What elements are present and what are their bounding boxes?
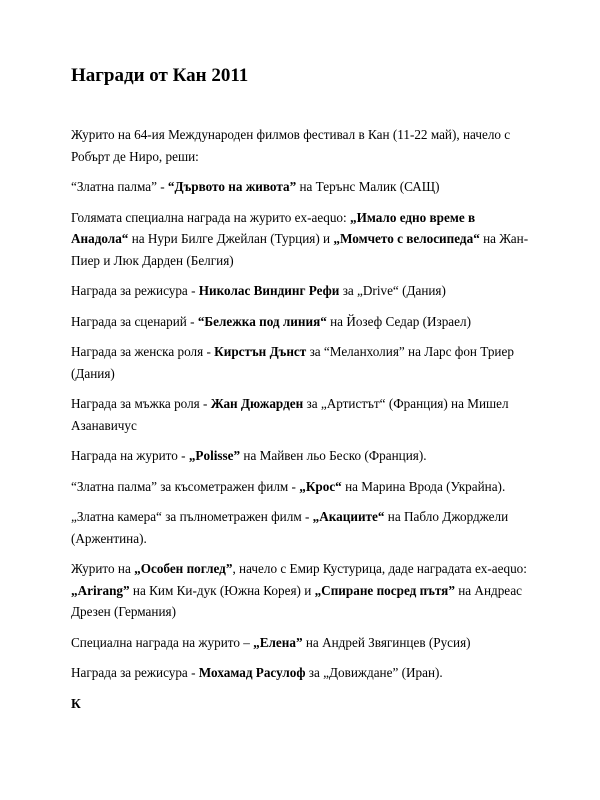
bold-text-run: Кирстън Дънст — [214, 344, 307, 359]
text-run: на Андреас Дрезен (Германия) — [71, 582, 523, 619]
best-screenplay-paragraph — [71, 311, 531, 333]
document-body — [71, 124, 531, 723]
un-certain-regard-paragraph — [71, 558, 531, 623]
text-run: за „Drive“ (Дания) — [339, 283, 446, 298]
text-run: на Йозеф Седар (Израел) — [326, 313, 471, 329]
bold-text-run: „Момчето с велосипеда“ — [333, 231, 480, 246]
bold-text-run: „Polisse” — [188, 448, 241, 463]
jury-prize-paragraph — [71, 445, 531, 467]
text-run: Награда за сценарий - — [71, 313, 198, 329]
best-actor-paragraph — [71, 393, 531, 436]
text-run: Специална награда на журито – — [71, 634, 254, 650]
bold-text-run: „Крос“ — [299, 478, 342, 494]
bold-text-run: „Особен поглед” — [134, 561, 233, 576]
intro-paragraph — [71, 124, 531, 167]
text-run: на Майвен льо Беско (Франция). — [240, 448, 427, 463]
bold-text-run: “Бележка под линия“ — [197, 313, 327, 329]
text-run: Награда на журито - — [71, 448, 189, 463]
text-run: на Пабло Джорджели (Аржентина). — [71, 509, 509, 546]
text-run: за “Меланхолия” на Ларс фон Триер (Дания) — [71, 344, 514, 381]
bold-text-run: „Спиране посред пътя” — [314, 582, 455, 598]
text-run: „Златна камера“ за пълнометражен филм - — [71, 509, 313, 524]
text-run: на Ким Ки-дук (Южна Корея) и — [129, 582, 315, 598]
text-run: Голямата специална награда на журито ex-aequo: — [71, 209, 350, 225]
bold-text-run: „Акациите“ — [312, 509, 385, 524]
short-film-palme-paragraph — [71, 476, 531, 498]
text-run: за „Артистът“ (Франция) на Мишел Азанавичус — [71, 396, 509, 433]
ucr-director-paragraph — [71, 662, 531, 684]
text-run: на Терънс Малик (САЩ) — [296, 179, 440, 194]
page-title: Награди от Кан 2011 — [71, 65, 249, 86]
text-run: Журито на 64-ия Международен филмов фестивал в Кан (11-22 май), начело с Робърт де Ниро, реши: — [71, 127, 511, 164]
text-run: на Андрей Звягинцев (Русия) — [302, 634, 471, 650]
bold-text-run: Николас Виндинг Рефи — [198, 283, 340, 298]
text-run: Награда за мъжка роля - — [71, 396, 211, 411]
text-run: “Златна палма” - — [71, 179, 168, 194]
text-run: за „Довиждане” (Иран). — [305, 665, 443, 680]
bold-text-run: „Имало едно време в Анадола“ — [71, 209, 476, 246]
bold-text-run: “Дървото на живота” — [167, 179, 297, 194]
bold-text-run: Мохамад Расулоф — [198, 665, 306, 680]
text-run: “Златна палма” за късометражен филм - — [71, 478, 300, 494]
best-director-paragraph — [71, 280, 531, 302]
palme-dor-paragraph — [71, 176, 531, 198]
text-run: , начело с Емир Кустурица, даде наградата ex-aequo: — [232, 561, 527, 576]
bold-text-run: „Елена” — [253, 634, 303, 650]
text-run: на Марина Врода (Украйна). — [341, 478, 506, 494]
bold-text-run: „Arirang” — [71, 582, 130, 598]
best-actress-paragraph — [71, 341, 531, 384]
text-run: Награда за женска роля - — [71, 344, 215, 359]
bold-text-run: Жан Дюжарден — [210, 396, 304, 411]
text-run: на Жан-Пиер и Люк Дарден (Белгия) — [71, 231, 529, 268]
text-run: Награда за режисура - — [71, 283, 199, 298]
special-jury-prize-paragraph — [71, 632, 531, 654]
text-run: на Нури Билге Джейлан (Турция) и — [128, 231, 334, 246]
trailing-letter: К — [71, 695, 81, 711]
text-run: Награда за режисура - — [71, 665, 199, 680]
grand-prix-paragraph — [71, 207, 531, 272]
text-run: Журито на — [71, 561, 135, 576]
camera-dor-paragraph — [71, 506, 531, 549]
